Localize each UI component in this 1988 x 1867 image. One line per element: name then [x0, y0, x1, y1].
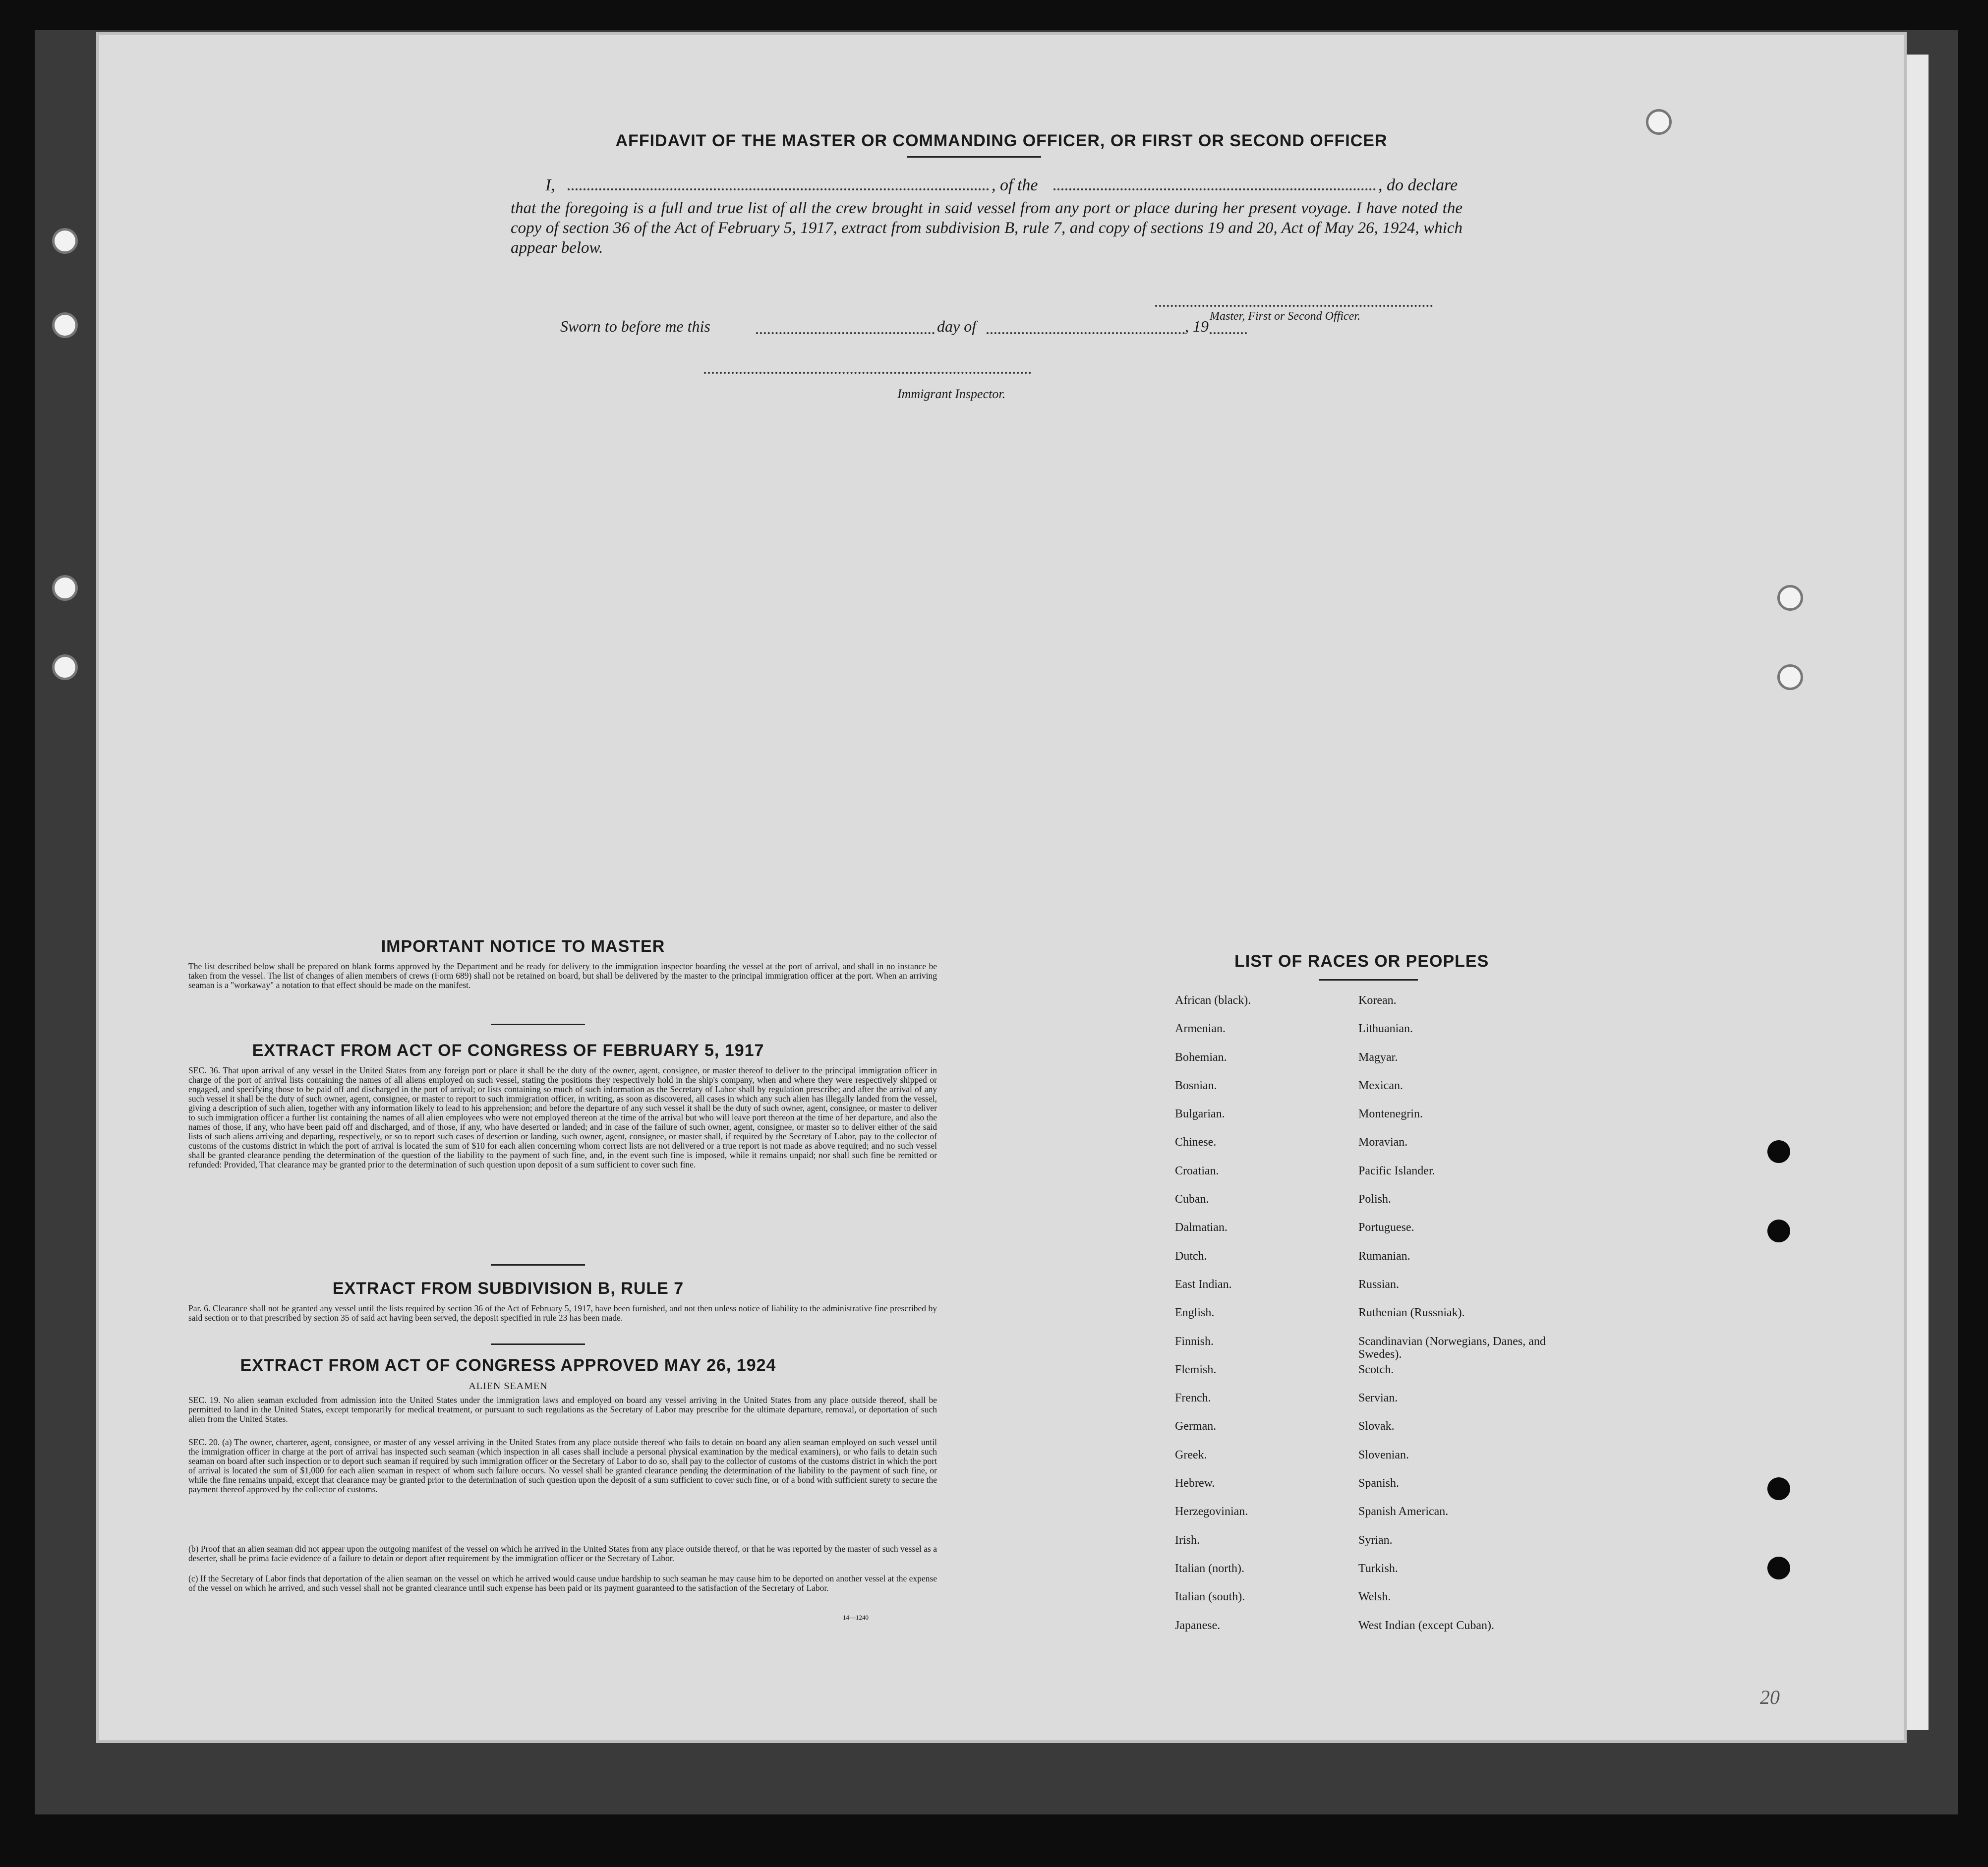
divider [491, 1264, 585, 1266]
notice-text: The list described below shall be prepared on blank forms approved by the Department and be ready for delivery to the immigration inspector boarding the vessel at the port of arrival, and shall in no instance be taken from the vessel. The list of changes of alien members of crews (Form 689) shall not be retained on board, but shall be delivered by the master to the principal immigration officer at the port. When an arriving seaman is a "workaway" a notation to that effect should be made on the manifest. [188, 961, 937, 990]
binder-hole [1767, 1557, 1790, 1579]
race-item: Greek. [1175, 1448, 1207, 1461]
divider [1319, 979, 1418, 981]
extract-1917-text: SEC. 36. That upon arrival of any vessel in the United States from any foreign port or place it shall be the duty of the owner, agent, consignee, or master thereof to deliver to the principal immigration officer in charge of the port of arrival lists containing the names of all aliens employed on such vessel, stating the positions they respectively hold in the ship's company, when and where they were respectively shipped or engaged, and specifying those to be paid off and discharged in the port of arrival; or lists containing so much of such information as the Secretary of Labor shall by regulation prescribe; and after the arrival of any such vessel it shall be the duty of such owner, agent, consignee, or master to report to such immigration officer, in writing, as soon as discovered, all cases in which any such alien has illegally landed from the vessel, giving a description of such alien, together with any information likely to lead to his apprehension; and before the departure of any such vessel it shall be the duty of such owner, agent, consignee, or master to deliver to such immigration officer a further list containing the names of all alien employees who were not employed thereon at the time of the arrival but who will leave port thereon at the time of her departure, and also the names of those, if any, who have been paid off and discharged, and of those, if any, who have deserted or landed; and in case of the failure of such owner, agent, consignee, or master so to deliver either of the said lists of such aliens arriving and departing, respectively, or so to report such cases of desertion or landing, such owner, agent, consignee, or master shall, if required by the Secretary of Labor, pay to the collector of customs of the customs district in which the port of arrival is located the sum of $10 for each alien concerning whom correct lists are not delivered or a true report is not made as above required; and no such vessel shall be granted clearance pending the determination of the question of the liability to the payment of such fine, and, in the event such fine is imposed, while it remains unpaid; nor shall such fine be remitted or refunded: Provided, That clearance may be granted prior to the determination of such question upon deposit of a sum sufficient to cover such fine. [188, 1065, 937, 1169]
binder-hole [1767, 1477, 1790, 1500]
divider [491, 1024, 585, 1025]
race-item: Mexican. [1358, 1079, 1403, 1092]
race-item: Spanish. [1358, 1477, 1400, 1490]
binder-hole [1777, 585, 1803, 611]
name-line [568, 188, 989, 190]
race-item: Rumanian. [1358, 1249, 1410, 1263]
race-item: Lithuanian. [1358, 1022, 1413, 1036]
binder-hole [1767, 1220, 1790, 1242]
race-item: Scotch. [1358, 1363, 1394, 1376]
notice-title: IMPORTANT NOTICE TO MASTER [381, 937, 665, 956]
race-item: Servian. [1358, 1392, 1398, 1405]
extract-1924-title: EXTRACT FROM ACT OF CONGRESS APPROVED MAY 26, 1924 [240, 1356, 776, 1375]
race-item: Bosnian. [1175, 1079, 1217, 1092]
affidavit-declare: , do declare [1378, 176, 1458, 194]
race-item: Dutch. [1175, 1249, 1207, 1263]
divider [907, 156, 1041, 158]
race-item: Dalmatian. [1175, 1221, 1228, 1234]
race-item: Montenegrin. [1358, 1108, 1423, 1121]
affidavit-title: AFFIDAVIT OF THE MASTER OR COMMANDING OFFICER, OR FIRST OR SECOND OFFICER [615, 131, 1388, 150]
sworn-label: Sworn to before me this [560, 317, 710, 335]
race-item: Pacific Islander. [1358, 1164, 1435, 1177]
race-item: African (black). [1175, 994, 1251, 1007]
month-line [987, 332, 1185, 334]
race-item: Moravian. [1358, 1136, 1408, 1149]
inspector-signature-line [704, 372, 1031, 374]
race-item: Bulgarian. [1175, 1108, 1225, 1121]
race-item: Chinese. [1175, 1136, 1217, 1149]
race-item: Magyar. [1358, 1050, 1398, 1064]
extract-1924-sec20a: SEC. 20. (a) The owner, charterer, agent, consignee, or master of any vessel arriving in the United States from any place outside thereof who fails to detain on board any alien seaman employed on such vessel until the immigration officer in charge at the port of arrival has inspected such seaman (which inspection in all cases shall include a personal physical examination by the medical examiners), or who fails to detain such seaman on board after such inspection or to deport such seaman if required by such immigration officer or the Secretary of Labor to do so, shall pay to the collector of customs of the customs district in which the port of arrival is located the sum of $1,000 for each alien seaman in respect of whom such failure occurs. No vessel shall be granted clearance pending the determination of the liability to the payment of such fine, or while the fine remains unpaid, except that clearance may be granted prior to the determination of such question upon the deposit of a sum sufficient to cover such fine, or of a bond with sufficient surety to secure the payment thereof approved by the collector of customs. [188, 1437, 937, 1494]
race-item: Slovak. [1358, 1420, 1395, 1433]
race-item: Bohemian. [1175, 1050, 1227, 1064]
race-item: Scandinavian (Norwegians, Danes, and Swedes). [1358, 1335, 1546, 1361]
race-item: Cuban. [1175, 1193, 1209, 1206]
race-item: West Indian (except Cuban). [1358, 1619, 1494, 1632]
extract-rule7-title: EXTRACT FROM SUBDIVISION B, RULE 7 [332, 1279, 684, 1298]
race-item: Welsh. [1358, 1590, 1391, 1604]
race-item: Italian (south). [1175, 1590, 1245, 1604]
master-signature-line [1155, 305, 1433, 307]
master-label: Master, First or Second Officer. [1210, 310, 1360, 323]
binder-hole [52, 228, 78, 254]
race-item: Flemish. [1175, 1363, 1217, 1376]
extract-1924-sec20c: (c) If the Secretary of Labor finds that deportation of the alien seaman on the vessel on which he arrived would cause undue hardship to such seaman he may cause him to be deported on another vessel at the expense of the vessel on which he arrived, and such vessel shall not be granted clearance until such expense has been paid or its payment guaranteed to the satisfaction of the Secretary of Labor. [188, 1574, 937, 1593]
binder-hole [52, 575, 78, 601]
race-item: Syrian. [1358, 1533, 1393, 1547]
page-number: 20 [1760, 1686, 1780, 1708]
races-left-column [1175, 994, 1363, 1647]
affidavit-body: that the foregoing is a full and true list of all the crew brought in said vessel from any port or place during her present voyage. I have noted the copy of section 36 of the Act of February 5, 1917, extract from subdivision B, rule 7, and copy of sections 19 and 20, Act of May 26, 1924, which appear below. [511, 199, 1462, 257]
races-right-column [1358, 994, 1586, 1647]
extract-rule7-text: Par. 6. Clearance shall not be granted any vessel until the lists required by section 36 of the Act of February 5, 1917, have been furnished, and not then unless notice of liability to the administrative fine prescribed by said section or to that prescribed by section 35 of said act having been served, the deposit specified in rule 23 has been made. [188, 1303, 937, 1323]
race-item: English. [1175, 1306, 1215, 1320]
race-item: Armenian. [1175, 1022, 1226, 1036]
race-item: Japanese. [1175, 1619, 1221, 1632]
race-item: Hebrew. [1175, 1477, 1215, 1490]
race-item: Irish. [1175, 1533, 1200, 1547]
binder-hole [52, 312, 78, 338]
day-of-label: day of [937, 317, 977, 335]
affidavit-i: I, [545, 176, 555, 194]
sworn-day-line [756, 332, 935, 334]
binder-hole [1767, 1140, 1790, 1163]
binder-hole [1646, 109, 1672, 135]
form-number: 14—1240 [843, 1614, 869, 1621]
race-item: Herzegovinian. [1175, 1505, 1248, 1518]
binder-hole [52, 654, 78, 680]
inspector-label: Immigrant Inspector. [897, 387, 1006, 401]
extract-1924-sec20b: (b) Proof that an alien seaman did not appear upon the outgoing manifest of the vessel on which he arrived in the United States from any place outside thereof, or that he was reported by the master of such vessel as a deserter, shall be prima facie evidence of a failure to detain or deport after requirement by the immigration officer or the Secretary of Labor. [188, 1544, 937, 1563]
race-item: Portuguese. [1358, 1221, 1414, 1234]
race-item: Korean. [1358, 994, 1397, 1007]
binder-hole [1777, 664, 1803, 690]
year-line [1210, 332, 1247, 334]
races-title: LIST OF RACES OR PEOPLES [1234, 952, 1489, 971]
race-item: German. [1175, 1420, 1217, 1433]
race-item: Polish. [1358, 1193, 1392, 1206]
race-item: Italian (north). [1175, 1562, 1244, 1575]
race-item: Russian. [1358, 1278, 1400, 1291]
race-item: Croatian. [1175, 1164, 1219, 1177]
race-item: Ruthenian (Russniak). [1358, 1306, 1465, 1320]
race-item: Finnish. [1175, 1335, 1214, 1348]
document-page [99, 35, 1904, 1740]
year-label: , 19 [1185, 317, 1209, 335]
affidavit-of-the: , of the [992, 176, 1038, 194]
extract-1924-subtitle: ALIEN SEAMEN [468, 1381, 548, 1392]
vessel-line [1053, 188, 1376, 190]
race-item: Slovenian. [1358, 1448, 1409, 1461]
extract-1924-sec19: SEC. 19. No alien seaman excluded from admission into the United States under the immigration laws and employed on board any vessel arriving in the United States from any place outside thereof, shall be permitted to land in the United States, except temporarily for medical treatment, or pursuant to such regulations as the Secretary of Labor may prescribe for the ultimate departure, removal, or deportation of such alien from the United States. [188, 1395, 937, 1424]
race-item: Turkish. [1358, 1562, 1398, 1575]
race-item: Spanish American. [1358, 1505, 1449, 1518]
extract-1917-title: EXTRACT FROM ACT OF CONGRESS OF FEBRUARY 5, 1917 [252, 1041, 764, 1060]
race-item: East Indian. [1175, 1278, 1232, 1291]
divider [491, 1343, 585, 1345]
race-item: French. [1175, 1392, 1211, 1405]
